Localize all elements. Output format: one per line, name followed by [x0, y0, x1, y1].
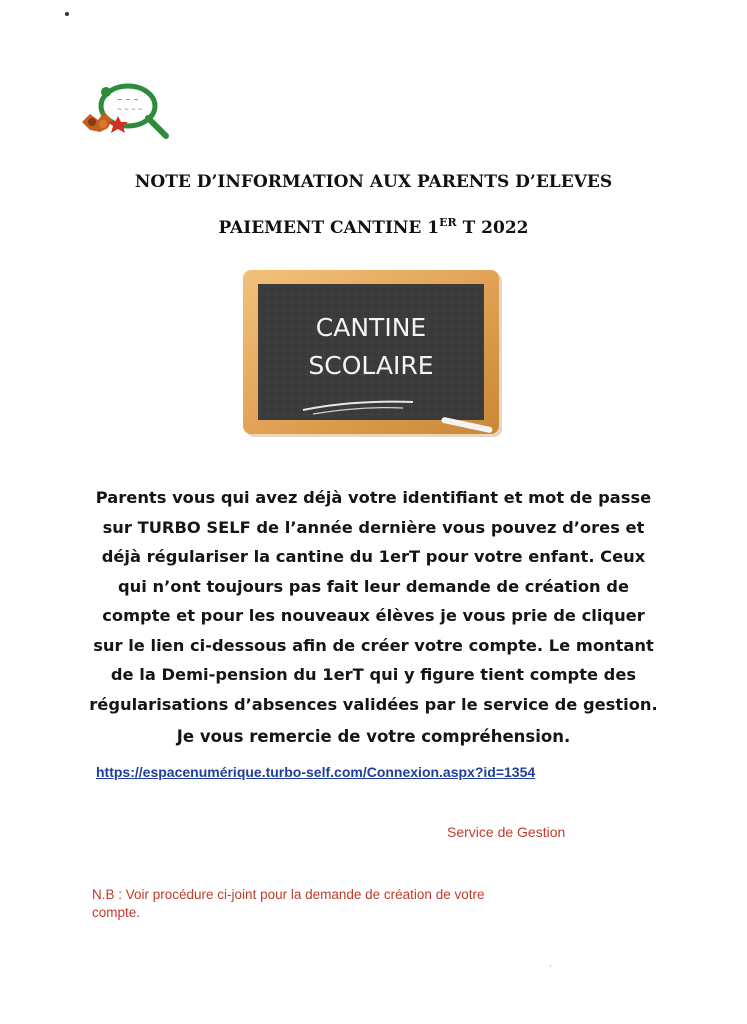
scan-speck	[65, 12, 69, 16]
paragraph-line: Parents vous qui avez déjà votre identifiant et mot de passe	[95, 488, 652, 507]
paragraph-line: sur le lien ci-dessous afin de créer votre compte. Le montant	[93, 635, 654, 655]
info-paragraph	[60, 483, 687, 719]
thanks-text: Je vous remercie de votre compréhension.	[176, 727, 571, 746]
paragraph-line: qui n’ont toujours pas fait leur demande de création de	[118, 576, 629, 596]
signature: Service de Gestion	[447, 824, 566, 840]
chalkboard-line2: SCOLAIRE	[308, 351, 434, 380]
page-title: NOTE D’INFORMATION AUX PARENTS D’ELEVES	[134, 172, 613, 192]
subtitle-year: T 2022	[456, 218, 529, 238]
school-logo-icon	[78, 78, 170, 144]
nb-line: compte.	[92, 905, 141, 920]
paragraph-line: régularisations d’absences validées par le service de gestion.	[89, 694, 658, 714]
paragraph-line: compte et pour les nouveaux élèves je vous prie de cliquer	[102, 606, 645, 625]
paragraph-line: de la Demi-pension du 1erT qui y figure tient compte des	[110, 665, 637, 684]
page-subtitle	[0, 216, 747, 238]
chalkboard-illustration	[243, 270, 505, 442]
nb-note	[92, 886, 612, 922]
nb-line: N.B : Voir procédure ci-joint pour la demande de création de votre	[92, 887, 485, 902]
paragraph-line: sur TURBO SELF de l’année dernière vous pouvez d’ores et	[102, 517, 645, 537]
turbo-self-link[interactable]: https://espacenumérique.turbo-self.com/Connexion.aspx?id=1354	[96, 764, 536, 780]
paragraph-line: déjà régulariser la cantine du 1erT pour votre enfant. Ceux	[101, 547, 646, 566]
subtitle-part: PAIEMENT CANTINE 1	[218, 218, 440, 238]
svg-text:~ ~ ~: ~ ~ ~	[116, 96, 140, 104]
scan-mark: ·	[549, 962, 552, 971]
svg-text:~ ~ ~ ~: ~ ~ ~ ~	[117, 106, 143, 113]
chalkboard-line1: CANTINE	[315, 313, 427, 342]
subtitle-superscript: ER	[439, 216, 457, 229]
